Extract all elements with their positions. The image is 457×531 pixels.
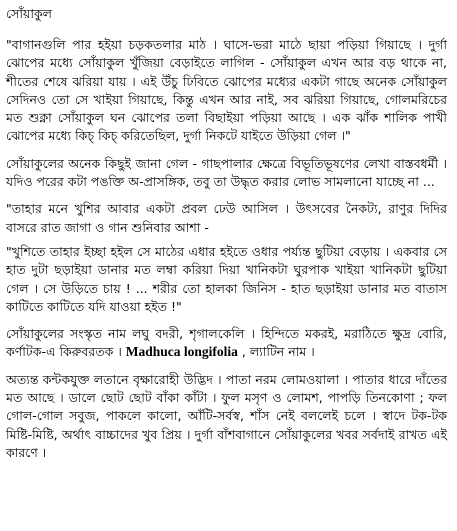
quote-paragraph-1: "বাগানগুলি পার হইয়া চড়কতলার মাঠ । ঘাসে-ভরা মাঠে ছায়া পড়িয়া গিয়াছে । দুর্গা ঝোপের মধ্যে সোঁয়াকুল খুঁজিয়া বেড়াইতে লাগিল - সোঁয়াকুল এখন আর বড় থাকে না, শীতের শেষে ঝরিয়া যায় । এই উঁচু ঢিবিতে ঝোপের মধ্যের একটা গাছে অনেক সোঁয়াকুল সেদিনও তো সে খাইয়া গিয়াছে, কিন্তু এখন আর নাই, সব ঝরিয়া গিয়াছে, গোলমরিচের মত শুক্না সোঁয়াকুল ঘন ঝোপের তলা বিছাইয়া পড়িয়া আছে । এক ঝাঁক শালিক পাখী ঝোপের মধ্যে কিচ্ কিচ্ করিতেছিল, দুর্গা নিকটে যাইতে উড়িয়া গেল ।" <box>6 37 447 144</box>
document-title: সোঁয়াকুল <box>6 6 53 21</box>
botanical-names-paragraph <box>6 325 447 362</box>
botanical-names-text: সোঁয়াকুলের সংস্কৃত নাম লঘু বদরী, শৃগালকেলি । হিন্দিতে মকরই, মরাঠিতে ক্ষুদ্র বোরি, কর্ণাটক-এ কিরুবরতক । <box>6 326 447 360</box>
latin-name: Madhuca longifolia <box>125 344 238 360</box>
quote-paragraph-2: "তাহার মনে খুশির আবার একটা প্রবল ঢেউ আসিল । উৎসবের নৈকট্য, রাণুর দিদির বাসরে রাত জাগা ও গান শুনিবার আশা - <box>6 201 447 235</box>
quote-paragraph-3: "খুশিতে তাহার ইচ্ছা হইল সে মাঠের এধার হইতে ওধার পর্য্যন্ত ছুটিয়া বেড়ায় । একবার সে হাত দুটা ছড়াইয়া ডানার মত লম্বা করিয়া দিয়া খানিকটা ঘুরপাক খাইয়া খানিকটা ছুটিয়া গেল । সে উড়িতে চায় ! ... শরীর তো হালকা জিনিস - হাত ছড়াইয়া ডানার মত বাতাস কাটিতে কাটিতে যদি যাওয়া হইত !" <box>6 243 447 314</box>
botanical-names-suffix: , ল্যাটিন নাম । <box>237 344 315 360</box>
commentary-paragraph: সোঁয়াকুলের অনেক কিছুই জানা গেল - গাছপালার ক্ষেত্রে বিভূতিভূষণের লেখা বাস্তবধর্মী । যদিও পরের কটা পঙক্তি অ-প্রাসঙ্গিক, তবু তা উদ্ধৃত করার লোভ সামলানো যাচ্ছে না ... <box>6 155 447 190</box>
description-paragraph: অত্যন্ত কন্টকযুক্ত লতানে বৃক্ষারোহী উদ্ভিদ । পাতা নরম লোমওয়ালা । পাতার ধারে দাঁতের মত আছে । ডালে ছোট ছোট বাঁকা কাঁটা । ফুল মসৃণ ও লোমশ, পাপড়ি তিনকোণা ; ফল গোল-গোল সবুজ, পাকলে কালো, আঁটি-সর্বস্ব, শাঁস নেই বললেই চলে । স্বাদে টক-টক মিষ্টি-মিষ্টি, অর্থাৎ বাচ্চাদের খুব প্রিয় । দুর্গা বাঁশবাগানে সোঁয়াকুলের খবর সর্বদাই রাখত এই কারণে । <box>6 371 447 460</box>
